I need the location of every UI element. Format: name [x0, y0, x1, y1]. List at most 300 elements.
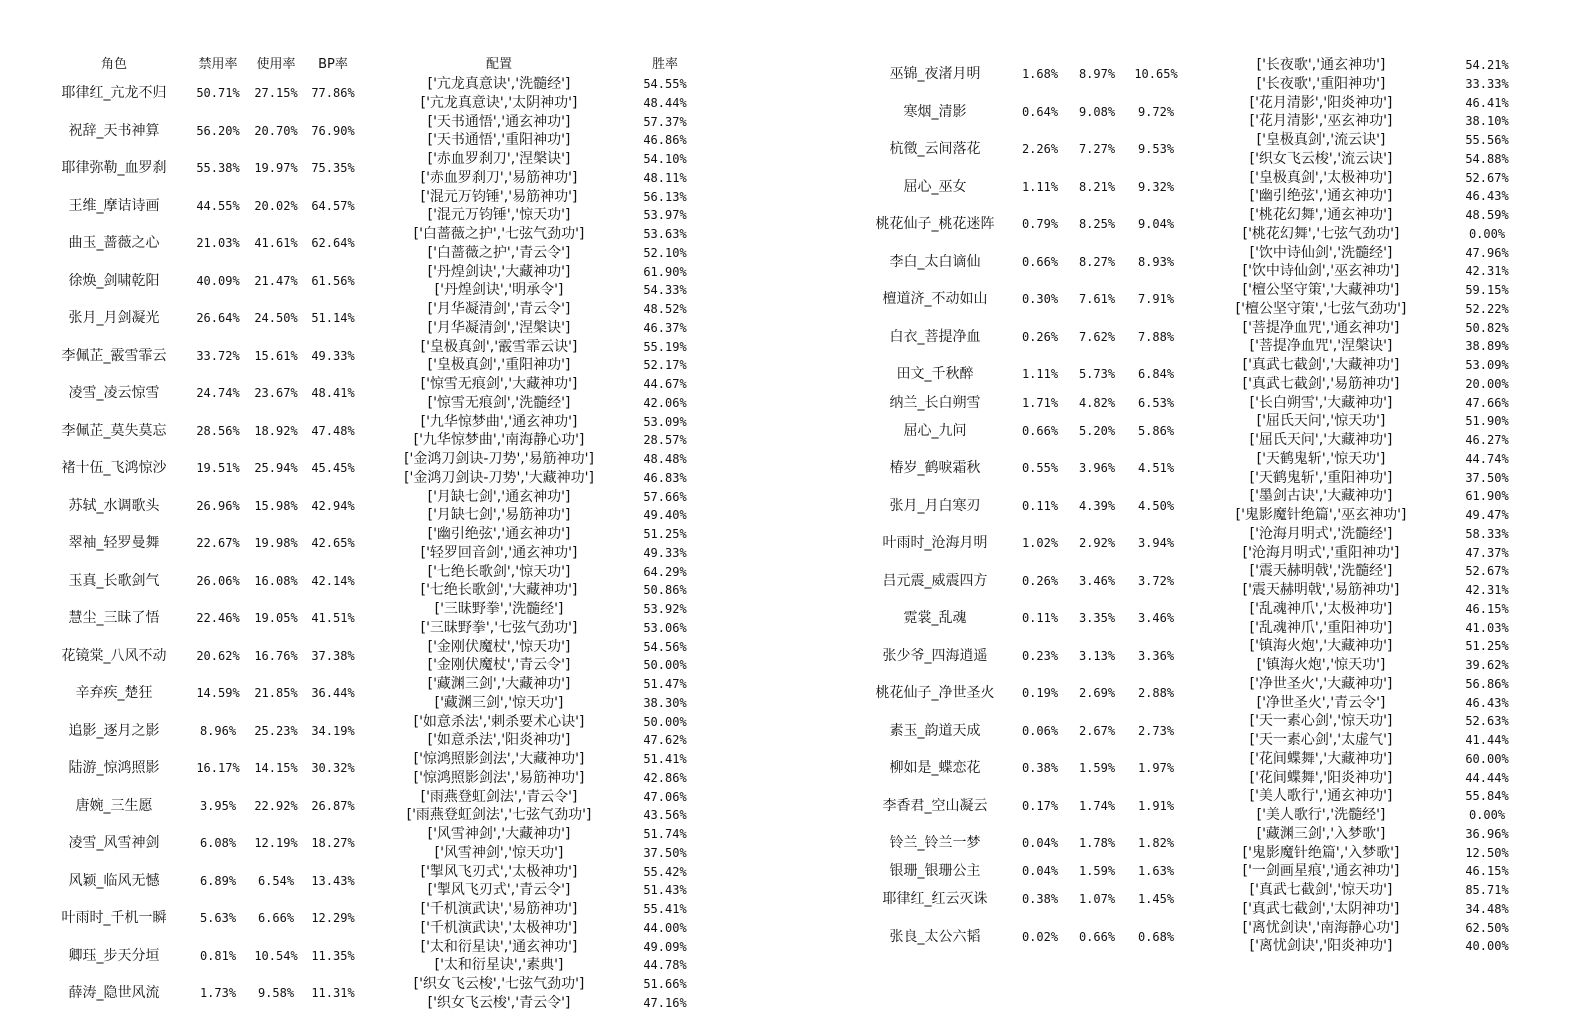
config-entry: ['赤血罗刹刀','易筋神功']: [420, 169, 578, 186]
win-rate: 54.10%: [643, 152, 687, 166]
bp-rate: 1.63%: [1137, 864, 1175, 879]
config-entry: ['真武七截剑','太阴神功']: [1242, 900, 1400, 917]
character-name: 徐焕_剑啸乾阳: [68, 272, 160, 289]
use-rate: 8.27%: [1078, 254, 1116, 269]
character-name: 风颖_临风无憾: [68, 872, 160, 889]
config-entry: ['轻罗回音剑','通玄神功']: [420, 544, 578, 561]
character-name: 李佩芷_霰雪霏云: [61, 347, 167, 364]
win-rate: 55.42%: [643, 864, 687, 879]
win-rate: 52.63%: [1465, 714, 1509, 729]
use-rate: 16.76%: [254, 648, 298, 663]
win-rate: 47.06%: [643, 789, 687, 804]
config-entry: ['檀公坚守策','大藏神功']: [1242, 282, 1400, 298]
config-entry: ['离忧剑诀','南海静心功']: [1242, 919, 1400, 936]
config-entry: ['天鹤鬼斩','惊天功']: [1256, 450, 1386, 467]
win-rate: 36.96%: [1465, 826, 1509, 841]
config-entry: ['震天赫明戟','易筋神功']: [1242, 582, 1400, 598]
bp-rate: 61.56%: [311, 273, 355, 288]
config-entry: ['真武七截剑','易筋神功']: [1242, 375, 1400, 392]
config-entry: ['掣风飞刃式','太极神功']: [420, 863, 578, 880]
character-name: 银珊_银珊公主: [889, 863, 981, 880]
config-entry: ['净世圣火','青云令']: [1256, 694, 1386, 711]
config-entry: ['月缺七剑','通玄神功']: [427, 488, 571, 505]
config-entry: ['天一素心剑','太虚气']: [1249, 732, 1393, 748]
use-rate: 8.25%: [1078, 217, 1116, 232]
bp-rate: 42.94%: [311, 498, 355, 513]
ban-rate: 6.89%: [199, 873, 237, 888]
config-entry: ['皇极真剑','霰雪霏云诀']: [420, 338, 578, 355]
bp-rate: 11.31%: [311, 986, 355, 1001]
win-rate: 51.47%: [643, 677, 687, 691]
win-rate: 28.57%: [643, 433, 687, 448]
bp-rate: 7.91%: [1137, 292, 1175, 307]
config-entry: ['惊鸿照影剑法','易筋神功']: [413, 769, 585, 786]
ban-rate: 0.38%: [1021, 761, 1059, 776]
win-rate: 62.50%: [1465, 920, 1509, 935]
win-rate: 54.56%: [643, 639, 687, 654]
config-entry: ['藏渊三剑','大藏神功']: [427, 676, 571, 692]
config-entry: ['墨剑古诀','大藏神功']: [1249, 488, 1393, 505]
win-rate: 39.62%: [1465, 658, 1509, 672]
ban-rate: 0.19%: [1021, 686, 1059, 701]
ban-rate: 0.06%: [1021, 723, 1059, 738]
character-name: 素玉_韵道天成: [889, 722, 981, 739]
ban-rate: 1.68%: [1021, 67, 1059, 82]
win-rate: 51.43%: [643, 883, 687, 898]
win-rate: 42.86%: [643, 770, 687, 785]
config-entry: ['天鹤鬼斩','重阳神功']: [1249, 469, 1393, 486]
use-rate: 2.92%: [1078, 536, 1116, 551]
ban-rate: 0.11%: [1021, 498, 1059, 513]
use-rate: 1.59%: [1078, 864, 1116, 879]
ban-rate: 16.17%: [196, 761, 240, 776]
character-name: 张月_月剑凝光: [68, 310, 160, 327]
config-entry: ['长夜歌','重阳神功']: [1256, 75, 1386, 92]
use-rate: 1.07%: [1078, 892, 1116, 907]
bp-rate: 37.38%: [311, 648, 355, 663]
ban-rate: 0.66%: [1021, 254, 1059, 269]
character-name: 叶雨时_千机一瞬: [61, 910, 167, 927]
win-rate: 44.74%: [1465, 451, 1509, 466]
ban-rate: 19.51%: [196, 461, 240, 476]
bp-rate: 76.90%: [311, 123, 355, 138]
ban-rate: 40.09%: [196, 273, 240, 288]
config-entry: ['三昧野拳','七弦气劲功']: [420, 619, 578, 636]
config-entry: ['皇极真剑','重阳神功']: [427, 357, 571, 374]
config-entry: ['乱魂神爪','太极神功']: [1249, 600, 1393, 617]
win-rate: 85.71%: [1465, 883, 1509, 897]
win-rate: 51.74%: [643, 827, 687, 841]
win-rate: 53.09%: [643, 414, 687, 429]
win-rate: 50.00%: [643, 658, 687, 673]
use-rate: 19.05%: [254, 611, 298, 626]
use-rate: 5.73%: [1078, 367, 1116, 382]
config-entry: ['花间蝶舞','阳炎神功']: [1249, 769, 1393, 786]
use-rate: 20.02%: [254, 198, 298, 213]
win-rate: 50.86%: [643, 583, 687, 598]
config-entry: ['真武七截剑','惊天功']: [1249, 882, 1393, 898]
config-entry: ['织女飞云梭','青云令']: [427, 994, 571, 1011]
bp-rate: 2.88%: [1137, 686, 1175, 701]
config-entry: ['藏渊三剑','入梦歌']: [1256, 825, 1386, 842]
use-rate: 19.98%: [254, 536, 298, 551]
ban-rate: 0.04%: [1021, 836, 1059, 851]
bp-rate: 7.88%: [1137, 329, 1175, 344]
ban-rate: 0.23%: [1021, 648, 1059, 663]
win-rate: 52.10%: [643, 245, 687, 260]
ban-rate: 0.79%: [1021, 217, 1059, 232]
bp-rate: 2.73%: [1137, 723, 1175, 738]
config-entry: ['沧海月明式','洗髓经']: [1249, 525, 1393, 542]
character-name: 耶律红_红云灭诛: [882, 891, 988, 908]
character-name: 寒烟_清影: [903, 103, 967, 120]
win-rate: 49.09%: [643, 939, 687, 954]
character-name: 耶律弥勒_血罗刹: [61, 160, 167, 177]
win-rate: 43.56%: [643, 808, 687, 823]
ban-rate: 6.08%: [199, 836, 237, 851]
use-rate: 4.82%: [1078, 395, 1116, 410]
config-entry: ['天一素心剑','惊天功']: [1249, 713, 1393, 730]
config-entry: ['菩提净血咒','涅槃诀']: [1249, 338, 1393, 355]
ban-rate: 33.72%: [196, 348, 240, 363]
bp-rate: 47.48%: [311, 423, 355, 438]
ban-rate: 1.11%: [1021, 367, 1059, 382]
config-entry: ['檀公坚守策','七弦气劲功']: [1235, 300, 1407, 317]
config-entry: ['一剑画星痕','通玄神功']: [1242, 863, 1400, 880]
config-entry: ['织女飞云梭','流云诀']: [1249, 150, 1393, 167]
config-entry: ['离忧剑诀','阳炎神功']: [1249, 938, 1393, 955]
config-entry: ['菩提净血咒','通玄神功']: [1242, 319, 1400, 336]
use-rate: 6.54%: [257, 873, 295, 888]
config-entry: ['真武七截剑','大藏神功']: [1242, 357, 1400, 373]
win-rate: 49.47%: [1465, 508, 1509, 522]
bp-rate: 6.53%: [1137, 395, 1175, 410]
config-entry: ['幽引绝弦','通玄神功']: [427, 526, 571, 542]
ban-rate: 44.55%: [196, 198, 240, 213]
config-entry: ['天书通悟','重阳神功']: [427, 132, 571, 149]
win-rate: 54.21%: [1465, 58, 1509, 72]
win-rate: 57.37%: [643, 114, 687, 129]
bp-rate: 11.35%: [311, 948, 355, 963]
win-rate: 61.90%: [643, 264, 687, 279]
win-rate: 51.90%: [1465, 414, 1509, 429]
character-name: 凌雪_风雪神剑: [68, 835, 160, 852]
ban-rate: 28.56%: [196, 423, 240, 438]
win-rate: 55.19%: [643, 339, 687, 354]
ban-rate: 21.03%: [196, 236, 240, 251]
use-rate: 15.98%: [254, 498, 298, 513]
win-rate: 46.15%: [1465, 601, 1509, 616]
bp-rate: 3.36%: [1137, 648, 1175, 663]
win-rate: 47.62%: [643, 733, 687, 748]
config-entry: ['千机演武诀','易筋神功']: [420, 901, 578, 917]
bp-rate: 3.72%: [1137, 573, 1175, 588]
character-name: 薛涛_隐世风流: [68, 985, 160, 1002]
ban-rate: 22.67%: [196, 536, 240, 551]
win-rate: 42.31%: [1465, 583, 1509, 597]
win-rate: 55.84%: [1465, 789, 1509, 804]
ban-rate: 55.38%: [196, 161, 240, 176]
config-entry: ['惊鸿照影剑法','大藏神功']: [413, 751, 585, 767]
ban-rate: 2.26%: [1021, 142, 1059, 157]
ban-rate: 50.71%: [196, 86, 240, 101]
character-name: 慧尘_三昧了悟: [68, 610, 160, 627]
win-rate: 54.88%: [1465, 151, 1509, 166]
bp-rate: 0.68%: [1137, 929, 1175, 944]
config-entry: ['乱魂神爪','重阳神功']: [1249, 619, 1393, 636]
use-rate: 5.20%: [1078, 423, 1116, 438]
win-rate: 47.96%: [1465, 245, 1509, 260]
win-rate: 53.06%: [643, 620, 687, 635]
ban-rate: 0.26%: [1021, 573, 1059, 588]
character-name: 李佩芷_莫失莫忘: [61, 422, 167, 439]
win-rate: 48.59%: [1465, 208, 1509, 222]
win-rate: 46.27%: [1465, 433, 1509, 447]
ban-rate: 5.63%: [199, 911, 237, 926]
win-rate: 56.13%: [643, 189, 687, 204]
use-rate: 6.66%: [257, 911, 295, 926]
character-name: 田文_千秋醉: [896, 366, 974, 383]
win-rate: 0.00%: [1468, 808, 1506, 822]
character-name: 桃花仙子_净世圣火: [875, 685, 995, 702]
ban-rate: 0.81%: [199, 948, 237, 963]
win-rate: 38.89%: [1465, 339, 1509, 354]
use-rate: 16.08%: [254, 573, 298, 588]
bp-rate: 13.43%: [311, 873, 355, 888]
config-entry: ['千机演武诀','太极神功']: [420, 919, 578, 936]
config-entry: ['白蔷薇之护','七弦气劲功']: [413, 226, 585, 242]
config-entry: ['七绝长歌剑','惊天功']: [427, 563, 571, 580]
win-rate: 40.00%: [1465, 939, 1509, 954]
win-rate: 52.67%: [1465, 170, 1509, 185]
use-rate: 3.35%: [1078, 611, 1116, 626]
character-name: 吕元震_威震四方: [882, 572, 988, 589]
header-role: 角色: [100, 57, 128, 72]
config-entry: ['九华惊梦曲','通玄神功']: [420, 413, 578, 430]
win-rate: 53.92%: [643, 602, 687, 616]
character-name: 桃花仙子_桃花迷阵: [875, 216, 995, 233]
config-entry: ['雨燕登虹剑法','青云令']: [420, 788, 578, 805]
config-entry: ['金刚伏魔杖','惊天功']: [427, 638, 571, 655]
win-rate: 46.43%: [1465, 695, 1509, 710]
win-rate: 46.37%: [643, 320, 687, 335]
config-entry: ['幽引绝弦','通玄神功']: [1249, 188, 1393, 205]
config-entry: ['金鸿刀剑诀-刀势','易筋神功']: [404, 451, 594, 467]
config-entry: ['混元万钧锤','易筋神功']: [420, 188, 578, 205]
config-entry: ['如意杀法','刺杀要术心诀']: [413, 713, 585, 730]
config-entry: ['混元万钧锤','惊天功']: [427, 207, 571, 224]
ban-rate: 0.02%: [1021, 929, 1059, 944]
config-entry: ['雨燕登虹剑法','七弦气劲功']: [406, 807, 592, 824]
character-name: 陆游_惊鸿照影: [68, 760, 160, 777]
win-rate: 48.44%: [643, 95, 687, 110]
ban-rate: 26.64%: [196, 311, 240, 326]
config-entry: ['赤血罗刹刀','涅槃诀']: [427, 151, 571, 167]
win-rate: 51.66%: [643, 977, 687, 991]
character-name: 凌雪_凌云惊雪: [68, 385, 160, 402]
ban-rate: 0.30%: [1021, 292, 1059, 307]
use-rate: 12.19%: [254, 836, 298, 851]
win-rate: 53.09%: [1465, 358, 1509, 372]
config-entry: ['花月清影','巫玄神功']: [1249, 113, 1393, 130]
win-rate: 42.31%: [1465, 264, 1509, 279]
win-rate: 51.25%: [643, 527, 687, 541]
win-rate: 53.63%: [643, 227, 687, 241]
win-rate: 52.67%: [1465, 564, 1509, 579]
character-name: 卿珏_步天分垣: [68, 947, 160, 964]
bp-rate: 48.41%: [311, 386, 355, 401]
use-rate: 14.15%: [254, 761, 298, 776]
use-rate: 10.54%: [254, 948, 298, 963]
bp-rate: 51.14%: [311, 311, 355, 326]
config-entry: ['月缺七剑','易筋神功']: [427, 507, 571, 524]
config-entry: ['如意杀法','阳炎神功']: [427, 732, 571, 749]
character-name: 褚十伍_飞鸿惊沙: [61, 460, 167, 477]
ban-rate: 14.59%: [196, 686, 240, 701]
bp-rate: 3.94%: [1137, 536, 1175, 551]
character-name: 李白_太白谪仙: [889, 253, 981, 270]
config-entry: ['七绝长歌剑','大藏神功']: [420, 582, 578, 599]
bp-rate: 9.04%: [1137, 217, 1175, 232]
character-name: 耶律红_亢龙不归: [61, 85, 167, 102]
bp-rate: 45.45%: [311, 461, 355, 476]
win-rate: 50.82%: [1465, 320, 1509, 335]
ban-rate: 3.95%: [199, 798, 237, 813]
bp-rate: 4.51%: [1137, 461, 1175, 476]
config-entry: ['鬼影魔针绝篇','巫玄神功']: [1235, 507, 1407, 523]
win-rate: 54.33%: [643, 283, 687, 298]
ban-rate: 20.62%: [196, 648, 240, 663]
use-rate: 3.13%: [1078, 648, 1116, 663]
config-entry: ['白蔷薇之护','青云令']: [427, 244, 571, 261]
use-rate: 19.97%: [254, 161, 298, 176]
config-entry: ['风雪神剑','大藏神功']: [427, 826, 571, 842]
use-rate: 4.39%: [1078, 498, 1116, 513]
win-rate: 57.66%: [643, 489, 687, 504]
bp-rate: 34.19%: [311, 723, 355, 738]
config-entry: ['织女飞云梭','七弦气劲功']: [413, 976, 585, 992]
character-name: 杭徵_云间落花: [889, 141, 981, 158]
bp-rate: 42.65%: [311, 536, 355, 551]
ban-rate: 1.71%: [1021, 395, 1059, 410]
use-rate: 0.66%: [1078, 929, 1116, 944]
config-entry: ['屈氏天问','惊天功']: [1256, 413, 1386, 430]
use-rate: 7.62%: [1078, 329, 1116, 344]
character-name: 巫锦_夜渚月明: [889, 66, 981, 83]
use-rate: 15.61%: [254, 348, 298, 363]
use-rate: 1.59%: [1078, 761, 1116, 776]
character-name: 霓裳_乱魂: [903, 610, 967, 627]
character-name: 祝辞_天书神算: [68, 122, 160, 139]
config-entry: ['镇海火炮','大藏神功']: [1249, 638, 1393, 655]
config-entry: ['沧海月明式','重阳神功']: [1242, 544, 1400, 561]
config-entry: ['丹煌剑诀','明承令']: [434, 282, 564, 299]
ban-rate: 1.73%: [199, 986, 237, 1001]
config-entry: ['震天赫明戟','洗髓经']: [1249, 563, 1393, 580]
config-entry: ['惊雪无痕剑','大藏神功']: [420, 376, 578, 392]
win-rate: 49.40%: [643, 508, 687, 523]
character-name: 李香君_空山凝云: [882, 797, 988, 814]
config-entry: ['屈氏天问','大藏神功']: [1249, 432, 1393, 448]
bp-rate: 42.14%: [311, 573, 355, 588]
config-entry: ['九华惊梦曲','南海静心功']: [413, 432, 585, 449]
use-rate: 22.92%: [254, 798, 298, 813]
config-entry: ['花间蝶舞','大藏神功']: [1249, 750, 1393, 767]
bp-rate: 1.91%: [1137, 798, 1175, 813]
win-rate: 20.00%: [1465, 376, 1509, 391]
win-rate: 53.97%: [643, 208, 687, 223]
character-name: 唐婉_三生愿: [75, 797, 153, 814]
use-rate: 25.23%: [254, 723, 298, 738]
ban-rate: 1.11%: [1021, 179, 1059, 194]
win-rate: 64.29%: [643, 564, 687, 579]
config-entry: ['月华凝清剑','涅槃诀']: [427, 319, 571, 336]
win-rate: 47.66%: [1465, 395, 1509, 410]
ban-rate: 0.26%: [1021, 329, 1059, 344]
win-rate: 34.48%: [1465, 901, 1509, 916]
win-rate: 46.15%: [1465, 864, 1509, 879]
ban-rate: 0.64%: [1021, 104, 1059, 119]
ban-rate: 8.96%: [199, 723, 237, 738]
config-entry: ['亢龙真意诀','太阴神功']: [420, 94, 578, 111]
character-name: 翠袖_轻罗曼舞: [68, 535, 160, 552]
use-rate: 8.21%: [1078, 179, 1116, 194]
win-rate: 44.78%: [643, 958, 687, 973]
character-name: 纳兰_长白朔雪: [889, 394, 981, 411]
use-rate: 3.46%: [1078, 573, 1116, 588]
config-entry: ['饮中诗仙剑','巫玄神功']: [1242, 263, 1400, 280]
use-rate: 21.85%: [254, 686, 298, 701]
use-rate: 1.74%: [1078, 798, 1116, 813]
win-rate: 12.50%: [1465, 845, 1509, 860]
bp-rate: 18.27%: [311, 836, 355, 851]
win-rate: 41.03%: [1465, 620, 1509, 635]
win-rate: 48.48%: [643, 452, 687, 466]
config-entry: ['长白朔雪','大藏神功']: [1249, 394, 1393, 411]
character-name: 张月_月白寒刃: [889, 497, 981, 514]
ban-rate: 22.46%: [196, 611, 240, 626]
config-entry: ['掣风飞刃式','青云令']: [427, 882, 571, 899]
config-entry: ['皇极真剑','流云诀']: [1256, 132, 1386, 148]
character-name: 王维_摩诘诗画: [68, 197, 160, 214]
config-entry: ['净世圣火','大藏神功']: [1249, 675, 1393, 692]
bp-rate: 30.32%: [311, 761, 355, 776]
use-rate: 9.58%: [257, 986, 295, 1001]
config-entry: ['金鸿刀剑诀-刀势','大藏神功']: [404, 469, 594, 486]
bp-rate: 36.44%: [311, 686, 355, 701]
ban-rate: 0.55%: [1021, 461, 1059, 476]
character-name: 椿岁_鹤唳霜秋: [889, 460, 981, 477]
config-entry: ['桃花幻舞','通玄神功']: [1249, 207, 1393, 223]
win-rate: 60.00%: [1465, 751, 1509, 766]
win-rate: 42.06%: [643, 395, 687, 410]
win-rate: 37.50%: [1465, 470, 1509, 485]
win-rate: 38.30%: [643, 695, 687, 710]
win-rate: 52.22%: [1465, 301, 1509, 316]
character-name: 曲玉_蔷薇之心: [68, 235, 160, 252]
win-rate: 49.33%: [643, 545, 687, 560]
character-name: 张良_太公六韬: [889, 928, 981, 945]
config-entry: ['惊雪无痕剑','洗髓经']: [427, 394, 571, 411]
character-name: 柳如是_蝶恋花: [889, 760, 981, 777]
bp-rate: 1.82%: [1137, 836, 1175, 851]
bp-rate: 77.86%: [311, 86, 355, 101]
config-entry: ['太和衍星诀','素典']: [434, 957, 564, 974]
win-rate: 33.33%: [1465, 76, 1509, 91]
character-name: 辛弃疾_楚狂: [75, 685, 153, 702]
character-name: 玉真_长歌剑气: [68, 572, 160, 589]
bp-rate: 9.53%: [1137, 142, 1175, 157]
